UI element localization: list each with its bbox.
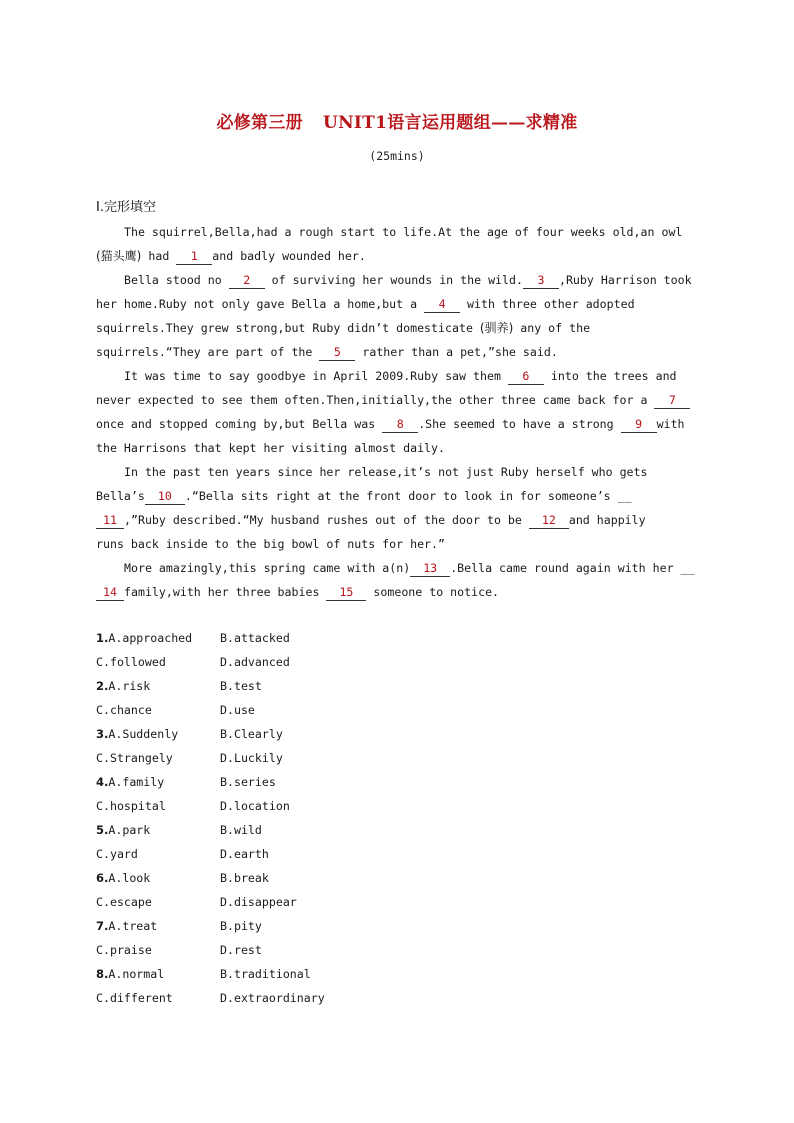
passage-line: Bella stood no 2 of surviving her wounds in the wild. 3 ,Ruby Harrison took (124, 273, 692, 287)
blank-4: 4 (424, 297, 460, 313)
option-d: D.extraordinary (220, 991, 325, 1005)
blank-15: 15 (326, 585, 366, 601)
blank-2: 2 (229, 273, 265, 289)
option-d: D.location (220, 799, 290, 813)
option-row (96, 866, 325, 890)
passage-line: More amazingly,this spring came with a(n) 13 .Bella came round again with her __ (124, 561, 695, 575)
option-a: A.risk (108, 679, 151, 693)
question-number: 1. (96, 631, 109, 645)
blank-5: 5 (319, 345, 355, 361)
option-b: B.break (220, 871, 269, 885)
title-book: 必修第三册 (216, 113, 303, 133)
blank-14: 14 (96, 585, 124, 601)
passage-line: the Harrisons that kept her visiting almost daily. (96, 441, 446, 455)
option-row (96, 842, 325, 866)
option-row (96, 818, 325, 842)
answer-options (96, 626, 325, 1010)
option-row (96, 962, 325, 986)
option-row (96, 722, 325, 746)
option-b: B.pity (220, 919, 262, 933)
passage-line: squirrels.“They are part of the 5 rather than a pet,”she said. (96, 345, 558, 359)
passage-line: The squirrel,Bella,had a rough start to life.At the age of four weeks old,an owl (124, 225, 683, 239)
option-b: B.test (220, 679, 262, 693)
option-row (96, 674, 325, 698)
passage-line: Bella’s 10 .“Bella sits right at the front door to look in for someone’s __ (96, 489, 632, 503)
question-number: 7. (96, 919, 109, 933)
option-d: D.Luckily (220, 751, 283, 765)
passage-line: runs back inside to the big bowl of nuts for her.” (96, 537, 446, 551)
section-heading: Ⅰ.完形填空 (96, 200, 156, 215)
passage-line: In the past ten years since her release,it’s not just Ruby herself who gets (124, 465, 648, 479)
option-a: A.approached (108, 631, 193, 645)
option-b: B.traditional (220, 967, 311, 981)
page-title (0, 108, 794, 133)
option-row (96, 914, 325, 938)
option-b: B.wild (220, 823, 262, 837)
option-a: A.treat (108, 919, 158, 933)
option-d: D.advanced (220, 655, 290, 669)
passage-line: 14 family,with her three babies 15 someone to notice. (96, 580, 696, 604)
option-c: C.praise (96, 943, 152, 957)
title-unit: UNIT1语言运用题组——求精准 (322, 113, 578, 133)
option-row (96, 698, 325, 722)
option-row (96, 650, 325, 674)
option-c: C.escape (96, 895, 152, 909)
time-limit: (25mins) (369, 149, 425, 163)
passage-line: 11 ,”Ruby described.“My husband rushes out of the door to be 12 and happily (96, 508, 696, 532)
blank-8: 8 (382, 417, 418, 433)
option-a: A.park (108, 823, 151, 837)
option-b: B.series (220, 775, 276, 789)
option-c: C.chance (96, 703, 152, 717)
question-number: 4. (96, 775, 109, 789)
passage-line: never expected to see them often.Then,initially,the other three came back for a 7 (96, 388, 696, 412)
option-c: C.followed (96, 655, 166, 669)
option-d: D.disappear (220, 895, 297, 909)
passage-line: It was time to say goodbye in April 2009.Ruby saw them 6 into the trees and (124, 369, 677, 383)
option-c: C.yard (96, 847, 138, 861)
option-b: B.Clearly (220, 727, 283, 741)
passage-line: once and stopped coming by,but Bella was 8 .She seemed to have a strong 9 with (96, 417, 685, 431)
blank-11: 11 (96, 513, 124, 529)
question-number: 6. (96, 871, 109, 885)
blank-7: 7 (654, 393, 690, 409)
option-d: D.earth (220, 847, 269, 861)
option-row (96, 770, 325, 794)
option-b: B.attacked (220, 631, 290, 645)
passage-line: squirrels.They grew strong,but Ruby didn’t domesticate (驯养) any of the (96, 321, 591, 335)
blank-9: 9 (621, 417, 657, 433)
option-row (96, 626, 325, 650)
question-number: 3. (96, 727, 109, 741)
option-c: C.hospital (96, 799, 166, 813)
option-a: A.look (108, 871, 151, 885)
option-c: C.Strangely (96, 751, 173, 765)
blank-13: 13 (410, 561, 450, 577)
passage-line: (猫头鹰) had 1 and badly wounded her. (96, 249, 366, 263)
option-a: A.family (108, 775, 165, 789)
passage-line: her home.Ruby not only gave Bella a home,but a 4 with three other adopted (96, 297, 635, 311)
question-number: 2. (96, 679, 109, 693)
cloze-passage (96, 220, 696, 604)
blank-12: 12 (529, 513, 569, 529)
blank-3: 3 (523, 273, 559, 289)
option-row (96, 938, 325, 962)
option-d: D.use (220, 703, 255, 717)
blank-1: 1 (176, 249, 212, 265)
option-row (96, 890, 325, 914)
option-a: A.Suddenly (108, 727, 179, 741)
option-row (96, 746, 325, 770)
option-row (96, 794, 325, 818)
option-row (96, 986, 325, 1010)
blank-6: 6 (508, 369, 544, 385)
option-a: A.normal (108, 967, 165, 981)
option-d: D.rest (220, 943, 262, 957)
option-c: C.different (96, 991, 173, 1005)
question-number: 8. (96, 967, 109, 981)
question-number: 5. (96, 823, 109, 837)
blank-10: 10 (145, 489, 185, 505)
